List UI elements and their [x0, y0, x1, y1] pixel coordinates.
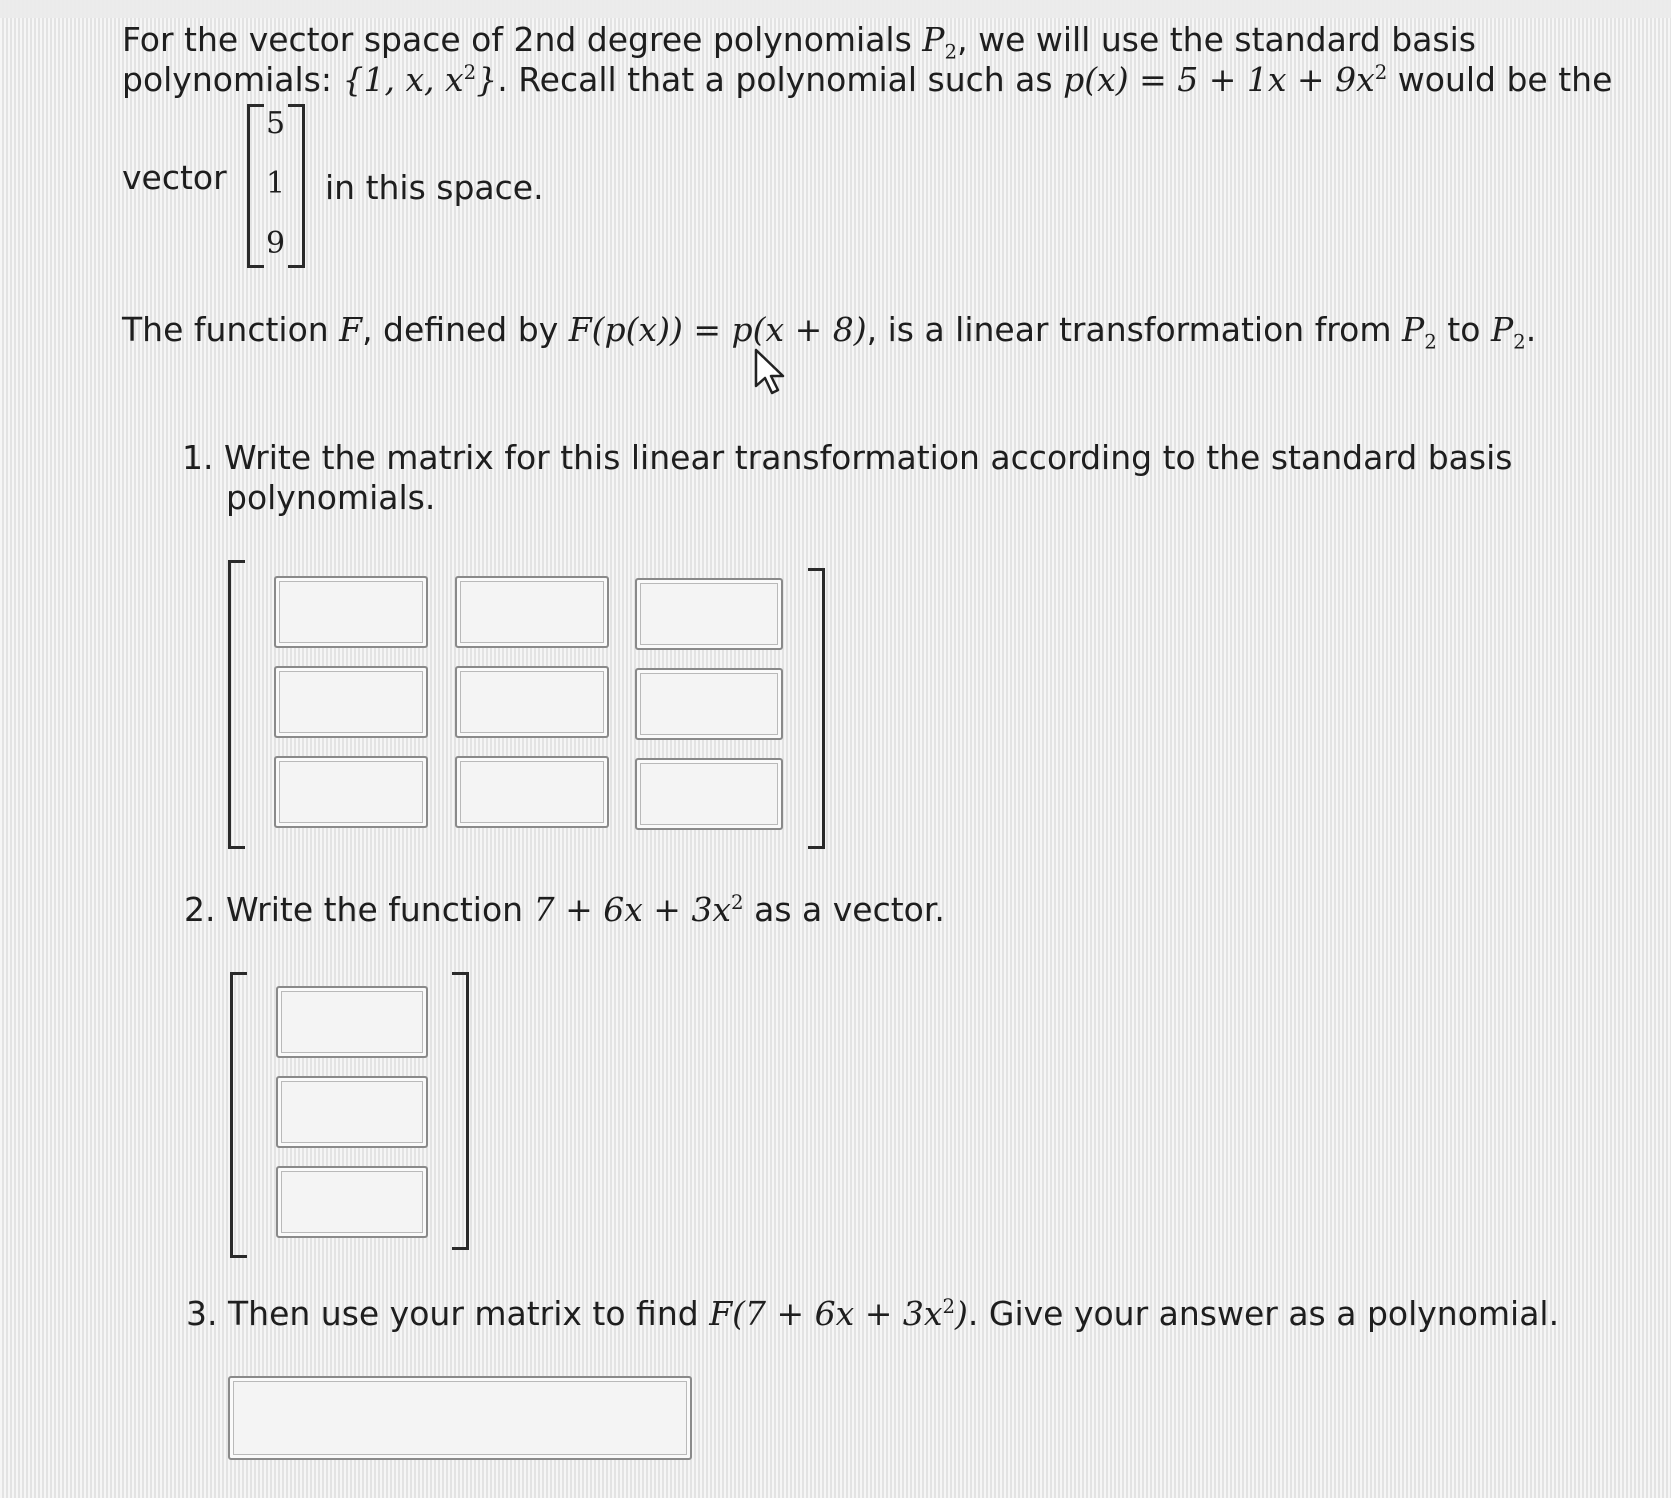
example-vector-entry-2: 1	[266, 166, 286, 201]
matrix-input-r2-c1[interactable]	[274, 666, 428, 738]
vector-word: vector	[122, 158, 227, 197]
matrix-input-r1-c1[interactable]	[274, 576, 428, 648]
vector-right-bracket	[452, 972, 469, 1250]
example-vector-entry-1: 5	[266, 106, 286, 141]
matrix-input-r2-c2[interactable]	[455, 666, 609, 738]
intro-line-2: polynomials: {1, x, $x^2$}. Recall that a polynomial such as $p(x) = 5 + 1x + 9x^2$ would be the	[122, 60, 1613, 99]
question-1-text-line-1: 1. Write the matrix for this linear transformation according to the standard basis	[182, 438, 1513, 477]
definition-line: The function F, defined by F(p(x)) = p(x + 8), is a linear transformation from $P_2$ to $P_2$.	[122, 310, 1537, 354]
after-vector-text: in this space.	[325, 168, 544, 207]
matrix-input-r3-c3[interactable]	[635, 758, 783, 830]
vector-input-1[interactable]	[276, 986, 428, 1058]
vector-input-3[interactable]	[276, 1166, 428, 1238]
top-band	[0, 0, 1671, 18]
answer-polynomial-input[interactable]	[228, 1376, 692, 1460]
question-2-text: 2. Write the function $7 + 6x + 3x^2$ as a vector.	[184, 890, 945, 929]
example-vector-entry-3: 9	[266, 226, 286, 261]
question-3-text: 3. Then use your matrix to find $F(7 + 6x + 3x^2)$. Give your answer as a polynomial.	[186, 1294, 1560, 1333]
mouse-pointer-icon	[752, 348, 788, 396]
vector-left-bracket	[230, 972, 247, 1258]
intro-line-1: For the vector space of 2nd degree polynomials $P_2$, we will use the standard basis	[122, 20, 1476, 64]
matrix-input-r1-c3[interactable]	[635, 578, 783, 650]
example-vector-left-bracket	[247, 104, 264, 268]
matrix-input-r3-c1[interactable]	[274, 756, 428, 828]
matrix-left-bracket	[228, 560, 245, 849]
matrix-input-r1-c2[interactable]	[455, 576, 609, 648]
matrix-right-bracket	[808, 568, 825, 849]
matrix-input-r2-c3[interactable]	[635, 668, 783, 740]
example-vector-right-bracket	[288, 104, 305, 268]
matrix-input-r3-c2[interactable]	[455, 756, 609, 828]
vector-input-2[interactable]	[276, 1076, 428, 1148]
question-1-text-line-2: polynomials.	[226, 478, 436, 517]
